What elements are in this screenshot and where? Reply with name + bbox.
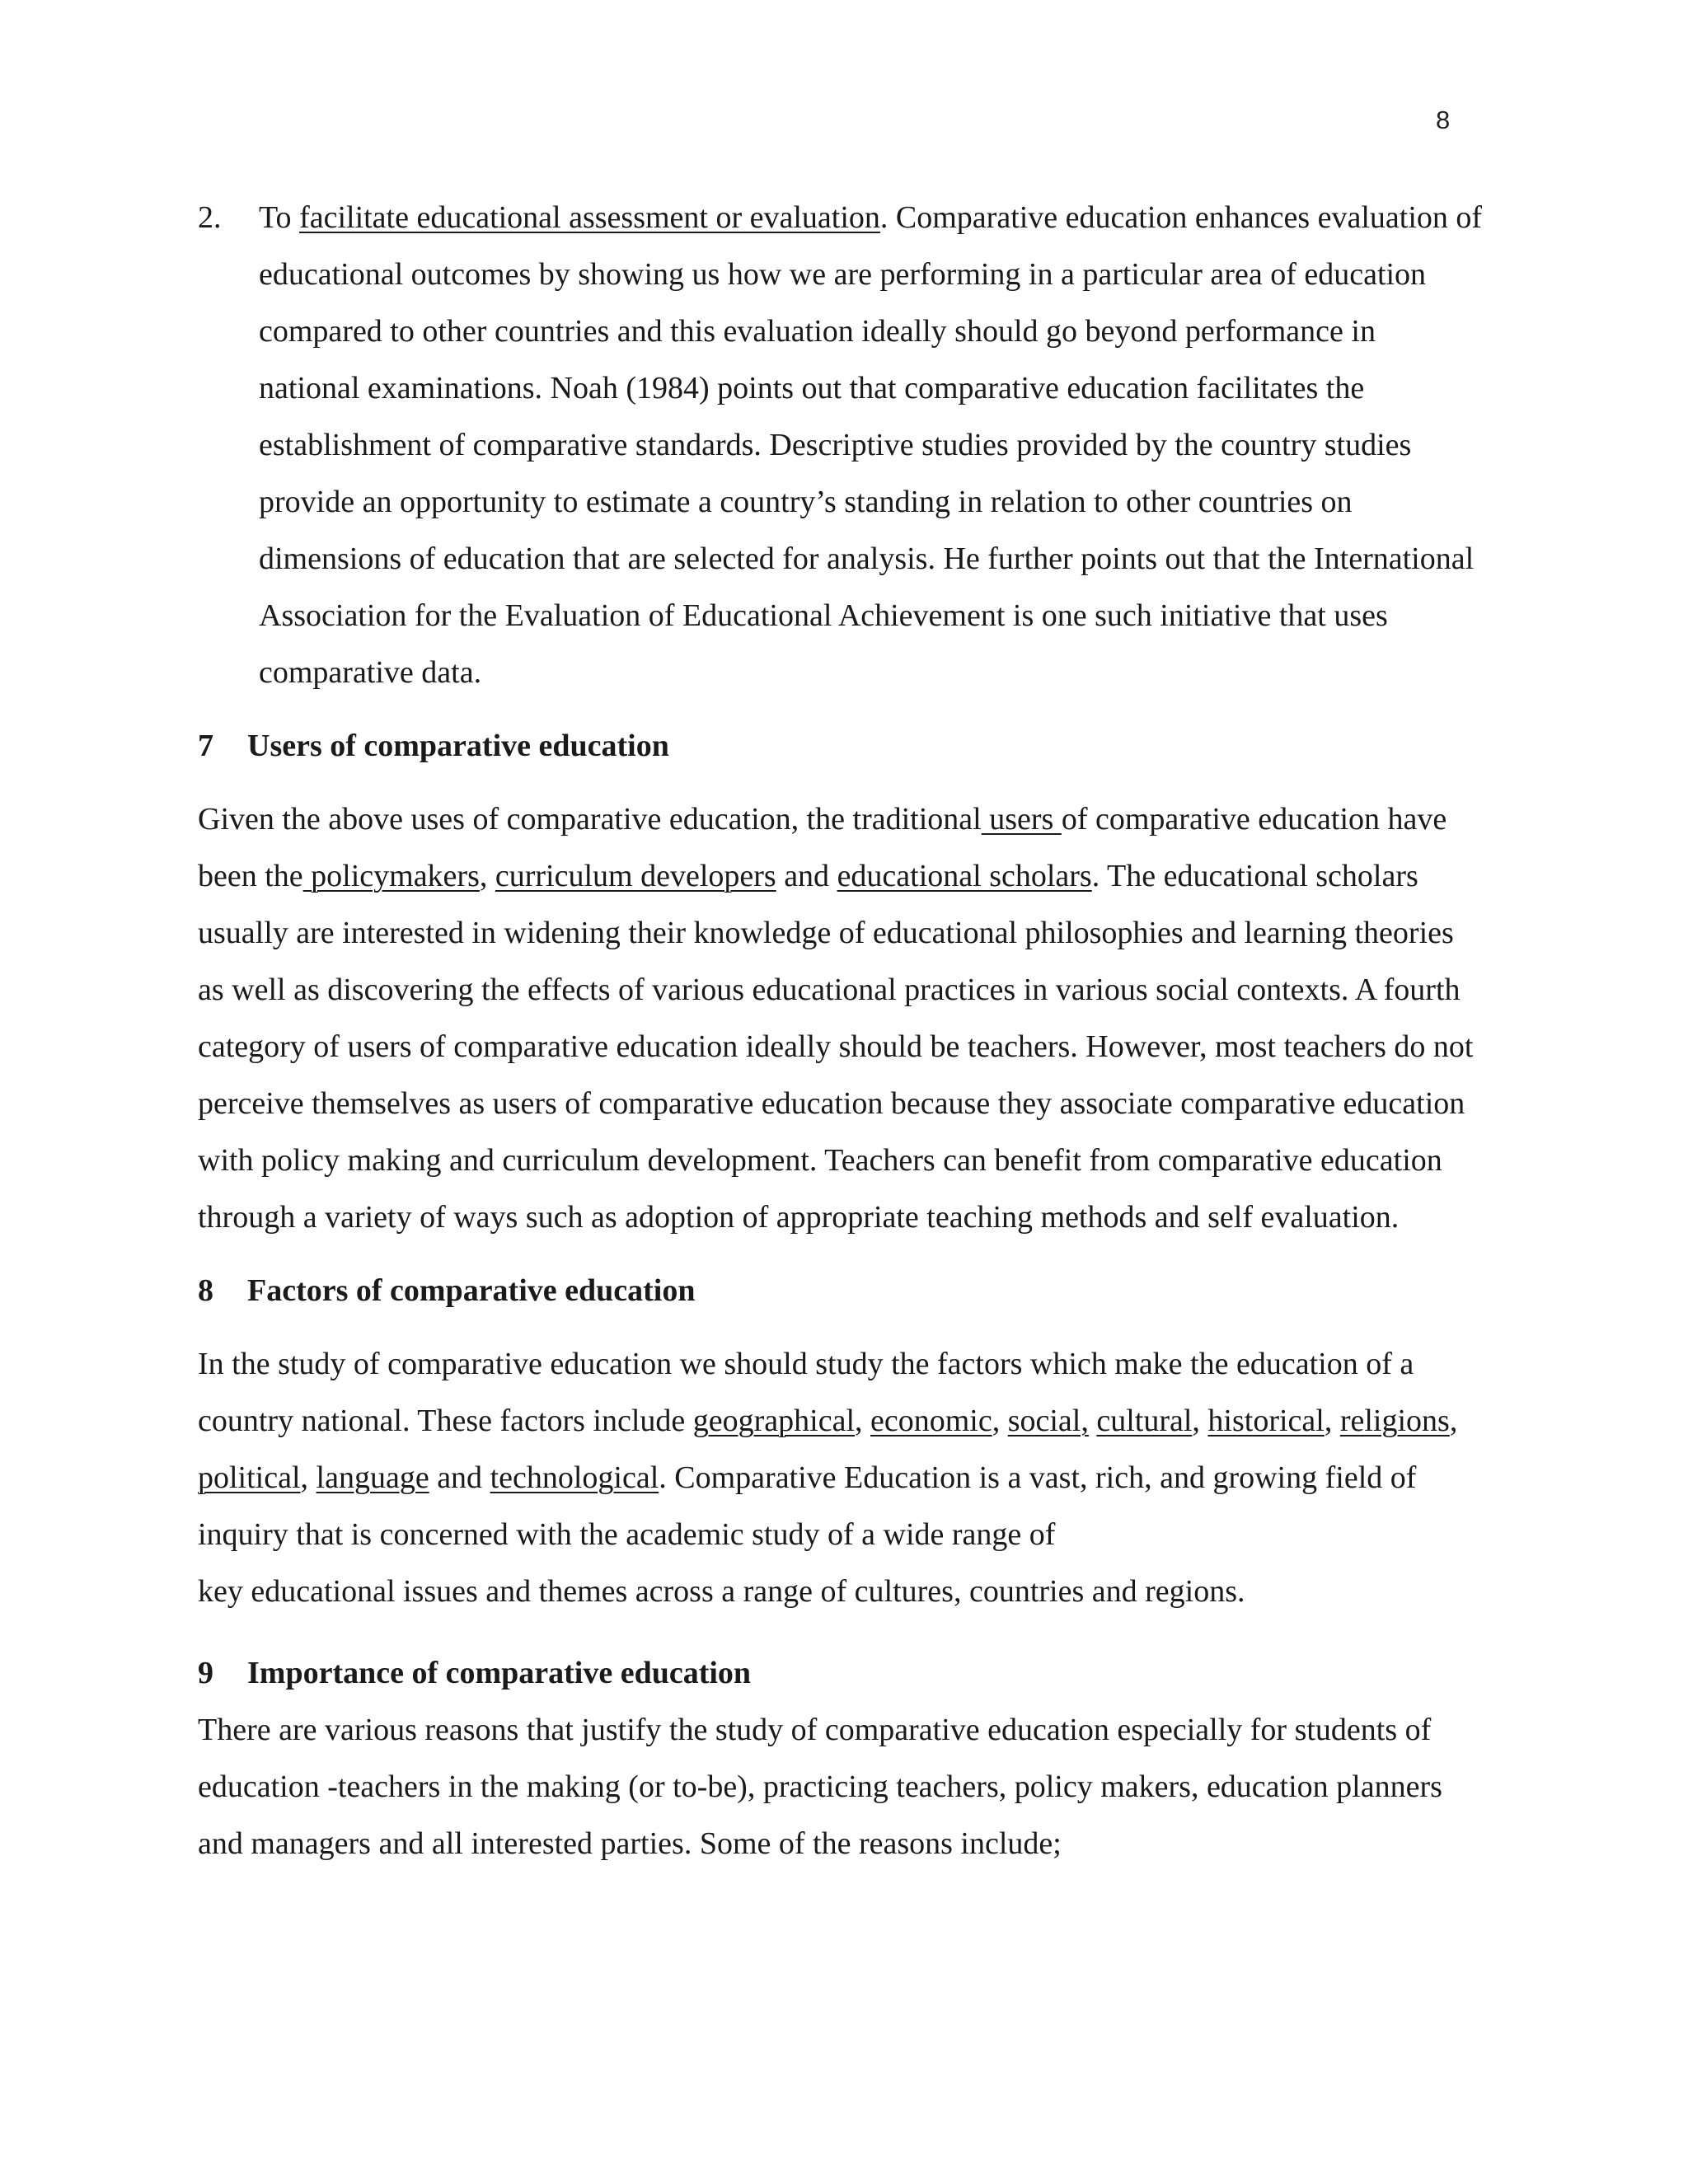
section-title: Factors of comparative education bbox=[247, 1273, 696, 1308]
separator: , bbox=[1192, 1404, 1208, 1438]
underlined-term-users: users bbox=[981, 802, 1062, 837]
section-number: 9 bbox=[198, 1656, 213, 1690]
underlined-term-technological: technological bbox=[490, 1460, 659, 1495]
paragraph-text: key educational issues and themes across a range of cultures, countries and regions. bbox=[198, 1574, 1245, 1609]
section-heading-users bbox=[198, 718, 1484, 775]
underlined-term-language: language bbox=[316, 1460, 429, 1495]
underlined-term-historical: historical bbox=[1207, 1404, 1325, 1438]
paragraph-text: of comparative education have been the bbox=[198, 802, 1447, 893]
underlined-term-cultural: cultural bbox=[1096, 1404, 1193, 1438]
paragraph-users bbox=[198, 791, 1484, 1246]
separator bbox=[1089, 1404, 1097, 1438]
section-title: Users of comparative education bbox=[247, 729, 669, 763]
paragraph-text: There are various reasons that justify the study of comparative education especially for students of education -teachers in the making (or to-be), practicing teachers, policy makers, education planners and managers and all interested parties. Some of the reasons include; bbox=[198, 1713, 1442, 1861]
section-heading-factors bbox=[198, 1263, 1484, 1319]
document-body bbox=[198, 190, 1484, 1872]
section-title: Importance of comparative education bbox=[247, 1656, 752, 1690]
underlined-term-political: political bbox=[198, 1460, 301, 1495]
paragraph-text: . Comparative Education is a vast, rich, and growing field of inquiry that is concerned with the academic study of a wide range of bbox=[198, 1460, 1417, 1552]
underlined-term-religions: religions bbox=[1339, 1404, 1450, 1438]
page-number: 8 bbox=[1436, 105, 1451, 134]
list-item-number: 2. bbox=[198, 200, 222, 235]
separator: , bbox=[1324, 1404, 1340, 1438]
paragraph-factors bbox=[198, 1336, 1484, 1620]
paragraph-text: Given the above uses of comparative education, the traditional bbox=[198, 802, 982, 837]
underlined-term-scholars: educational scholars bbox=[837, 859, 1092, 893]
section-heading-importance bbox=[198, 1645, 1484, 1702]
underlined-term-social: social, bbox=[1007, 1404, 1089, 1438]
section-number: 7 bbox=[198, 729, 213, 763]
paragraph-text: and bbox=[776, 859, 837, 893]
paragraph-text: In the study of comparative education we should study the factors which make the education of a country national. These factors include bbox=[198, 1347, 1414, 1438]
section-number: 8 bbox=[198, 1273, 213, 1308]
underlined-term-geographical: geographical bbox=[692, 1404, 855, 1438]
underlined-term-policymakers: policymakers bbox=[302, 859, 480, 893]
paragraph-importance bbox=[198, 1702, 1484, 1872]
underlined-term-economic: economic bbox=[870, 1404, 992, 1438]
separator: , bbox=[992, 1404, 1008, 1438]
list-item-2 bbox=[198, 190, 1484, 701]
underlined-term-curriculum: curriculum developers bbox=[495, 859, 776, 893]
separator: and bbox=[429, 1460, 490, 1495]
list-item-text-rest: . Comparative education enhances evaluation of educational outcomes by showing us how we are performing in a particular area of education compared to other countries and this evaluation ideally should go beyond performance in national examinations. Noah (1984) points out that comparative education facilitates the establishment of comparative standards. Descriptive studies provided by the country studies provide an opportunity to estimate a country’s standing in relation to other countries on dimensions of education that are selected for analysis. He further points out that the International Association for the Evaluation of Educational Achievement is one such initiative that uses comparative data. bbox=[259, 200, 1483, 690]
paragraph-text: , bbox=[479, 859, 495, 893]
separator: , bbox=[855, 1404, 870, 1438]
separator: , bbox=[1449, 1404, 1458, 1438]
underlined-term-assessment: facilitate educational assessment or evaluation bbox=[299, 200, 880, 235]
paragraph-text: . The educational scholars usually are interested in widening their knowledge of educational philosophies and learning theories as well as discovering the effects of various educational practices in various social contexts. A fourth category of users of comparative education ideally should be teachers. However, most teachers do not perceive themselves as users of comparative education because they associate comparative education with policy making and curriculum development. Teachers can benefit from comparative education through a variety of ways such as adoption of appropriate teaching methods and self evaluation. bbox=[198, 859, 1474, 1235]
list-item-text-pre: To bbox=[259, 200, 300, 235]
separator: , bbox=[300, 1460, 316, 1495]
